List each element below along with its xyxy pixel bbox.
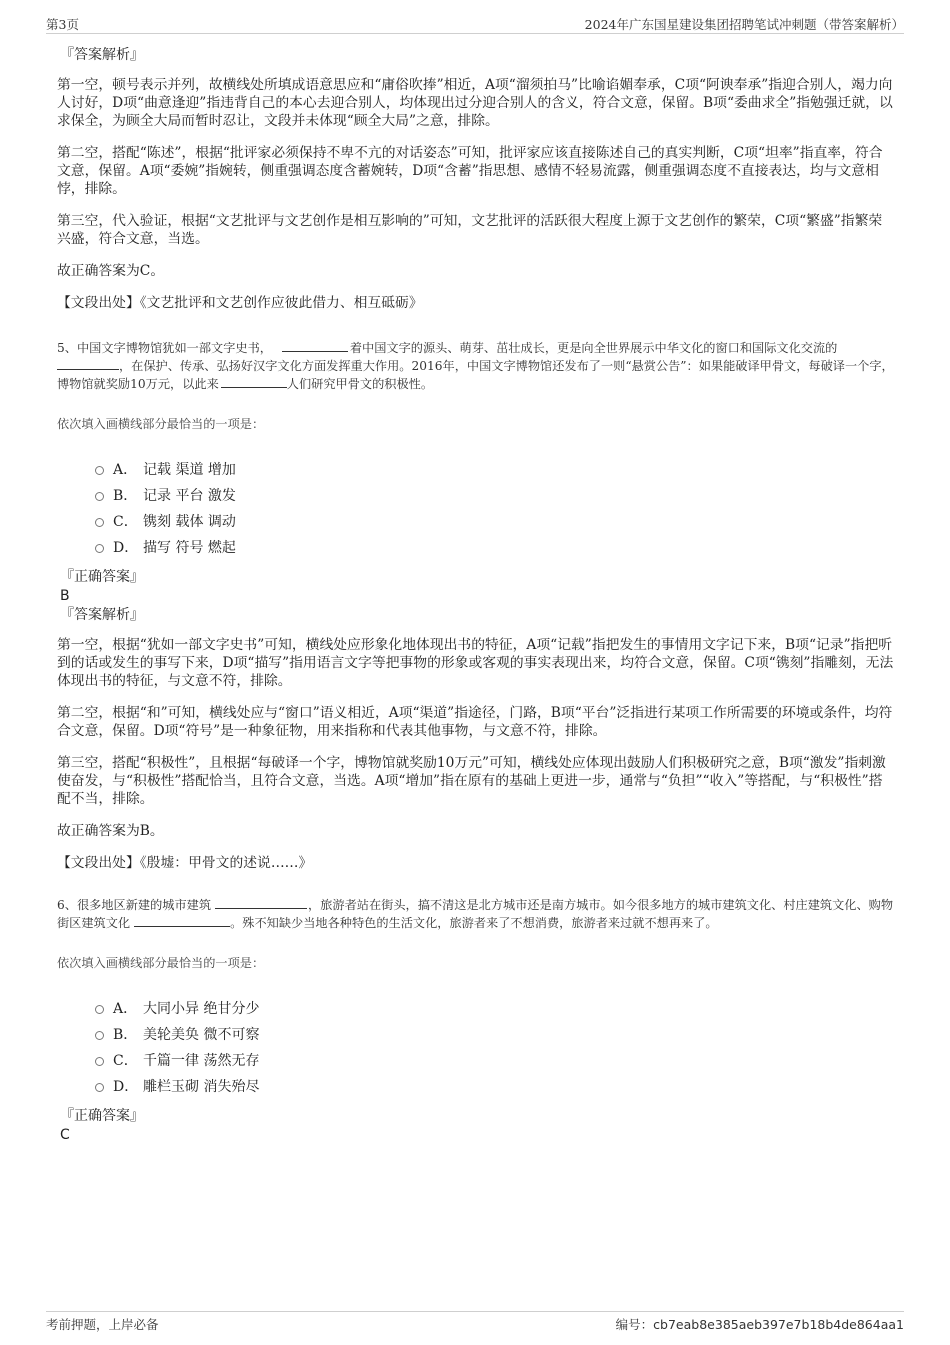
question-6 (57, 896, 895, 1143)
q4-analysis-p3: 第三空，代入验证，根据“文艺批评与文艺创作是相互影响的”可知，文艺批评的活跃很大程度上源于文艺创作的繁荣，C项“繁盛”指繁荣兴盛，符合文意，当选。 (57, 213, 883, 247)
radio-icon[interactable] (95, 1057, 104, 1066)
q5-stem (57, 339, 895, 393)
q4-analysis-p2: 第二空，搭配“陈述”，根据“批评家必须保持不卑不亢的对话姿态”可知，批评家应该直接陈述自己的真实判断，C项“坦率”指直率，符合文意，保留。A项“委婉”指婉转，侧重强调态度含蓄婉转，D项“含蓄”指思想、感情不轻易流露，侧重强调态度不直接表达，均与文意相悖，排除。 (57, 145, 883, 197)
q5-answer-label: 『正确答案』 (60, 569, 144, 585)
q6-stem (57, 896, 895, 932)
q4-analysis-p1: 第一空，顿号表示并列，故横线处所填成语意思应和“庸俗吹捧”相近，A项“溜须拍马”比喻谄媚奉承，C项“阿谀奉承”指迎合别人，竭力向人讨好，D项“曲意逢迎”指违背自己的本心去迎合别人，均体现出过分迎合别人的含义，符合文意，保留。B项“委曲求全”指勉强迁就，以求保全，为顾全大局而暂时忍让，文段并未体现“顾全大局”之意，排除。 (57, 77, 893, 129)
radio-icon[interactable] (95, 492, 104, 501)
q5-blank-2 (57, 357, 119, 370)
q5-source: 【文段出处】《殷墟：甲骨文的述说……》 (57, 855, 313, 871)
option-text: 雕栏玉砌 消失殆尽 (143, 1079, 260, 1095)
option-letter: D． (113, 540, 139, 556)
option-text: 大同小异 绝甘分少 (143, 1001, 260, 1017)
radio-icon[interactable] (95, 518, 104, 527)
q4-analysis-label: 『答案解析』 (60, 47, 144, 63)
option-letter: A． (113, 1001, 138, 1017)
question-5 (57, 339, 895, 872)
q5-option-b[interactable] (95, 482, 895, 508)
q6-instruction: 依次填入画横线部分最恰当的一项是： (57, 956, 265, 970)
q6-stem-part: ，旅游者站在街头，搞不清这是北方城市还是南方城市。如今很多地方的城市建筑文化、村庄建筑文化、购物街区建筑文化 (57, 898, 894, 930)
option-text: 千篇一律 荡然无存 (143, 1053, 260, 1069)
document-id: 编号：cb7eab8e385aeb397e7b18b4de864aa1 (615, 1317, 904, 1332)
option-text: 镌刻 载体 调动 (143, 514, 236, 530)
q5-stem-part: 人们研究甲骨文的积极性。 (286, 377, 434, 391)
q6-option-b[interactable] (95, 1021, 895, 1047)
q6-answer: C (60, 1127, 70, 1143)
option-letter: C． (113, 1053, 138, 1069)
q6-option-c[interactable] (95, 1047, 895, 1073)
q5-analysis-p2: 第二空，根据“和”可知，横线处应与“窗口”语义相近，A项“渠道”指途径，门路，B项“平台”泛指进行某项工作所需要的环境或条件，均符合文意，保留。D项“符号”是一种象征物，用来指称和代表其他事物，与文意不符，排除。 (57, 705, 893, 739)
radio-icon[interactable] (95, 544, 104, 553)
option-text: 描写 符号 燃起 (143, 540, 236, 556)
option-text: 记录 平台 激发 (143, 488, 236, 504)
q5-stem-part: ，在保护、传承、弘扬好汉字文化方面发挥重大作用。2016年，中国文字博物馆还发布了一则“悬赏公告”：如果能破译甲骨文，每破译一个字，博物馆就奖励10万元，以此来 (57, 359, 894, 391)
q6-stem-part: 6、很多地区新建的城市建筑 (57, 898, 212, 912)
q6-options (95, 995, 895, 1099)
q5-analysis-p1: 第一空，根据“犹如一部文字史书”可知，横线处应形象化地体现出书的特征，A项“记载”指把发生的事情用文字记下来，B项“记录”指把听到的话或发生的事写下来，D项“描写”指用语言文字等把事物的形象或客观的事实表现出来，均符合文意，保留。C项“镌刻”指雕刻，无法体现出书的特征，与文意不符，排除。 (57, 637, 894, 689)
q6-option-a[interactable] (95, 995, 895, 1021)
q5-blank-3 (221, 375, 287, 388)
option-letter: C． (113, 514, 138, 530)
page-header (46, 13, 904, 34)
q6-blank-1 (215, 896, 307, 909)
q6-answer-label: 『正确答案』 (60, 1108, 144, 1124)
q5-stem-part: 5、中国文字博物馆犹如一部文字史书， (57, 341, 272, 355)
q6-blank-2 (134, 914, 230, 927)
q5-option-d[interactable] (95, 534, 895, 560)
q5-options (95, 456, 895, 560)
q5-blank-1 (282, 339, 348, 352)
q5-option-c[interactable] (95, 508, 895, 534)
q5-instruction: 依次填入画横线部分最恰当的一项是： (57, 417, 265, 431)
radio-icon[interactable] (95, 1005, 104, 1014)
option-letter: B． (113, 488, 138, 504)
q4-source: 【文段出处】《文艺批评和文艺创作应彼此借力、相互砥砺》 (57, 295, 423, 311)
q6-stem-part: 。殊不知缺少当地各种特色的生活文化，旅游者来了不想消费，旅游者来过就不想再来了。 (230, 916, 718, 930)
page-number: 第3页 (46, 17, 79, 32)
option-letter: A． (113, 462, 138, 478)
option-letter: B． (113, 1027, 138, 1043)
q6-option-d[interactable] (95, 1073, 895, 1099)
q5-analysis-label: 『答案解析』 (60, 607, 144, 623)
q5-analysis-p3: 第三空，搭配“积极性”，且根据“每破译一个字，博物馆就奖励10万元”可知，横线处应体现出鼓励人们积极研究之意，B项“激发”指刺激使奋发，与“积极性”搭配恰当，且符合文意，当选。A项“增加”指在原有的基础上更进一步，通常与“负担”“收入”等搭配，与“积极性”搭配不当，排除。 (57, 755, 886, 807)
q5-stem-part: 着中国文字的源头、萌芽、茁壮成长，更是向全世界展示中华文化的窗口和国际文化交流的 (349, 341, 838, 355)
main-content (57, 46, 895, 1143)
radio-icon[interactable] (95, 1031, 104, 1040)
footer-slogan: 考前押题，上岸必备 (46, 1317, 159, 1332)
q5-conclusion: 故正确答案为B。 (57, 823, 164, 839)
q5-answer: B (60, 588, 70, 604)
radio-icon[interactable] (95, 1083, 104, 1092)
q5-option-a[interactable] (95, 456, 895, 482)
q4-conclusion: 故正确答案为C。 (57, 263, 165, 279)
page-footer (46, 1311, 904, 1332)
radio-icon[interactable] (95, 466, 104, 475)
option-letter: D． (113, 1079, 139, 1095)
option-text: 记载 渠道 增加 (143, 462, 236, 478)
option-text: 美轮美奂 微不可察 (143, 1027, 260, 1043)
document-title: 2024年广东国星建设集团招聘笔试冲刺题（带答案解析） (584, 17, 904, 32)
